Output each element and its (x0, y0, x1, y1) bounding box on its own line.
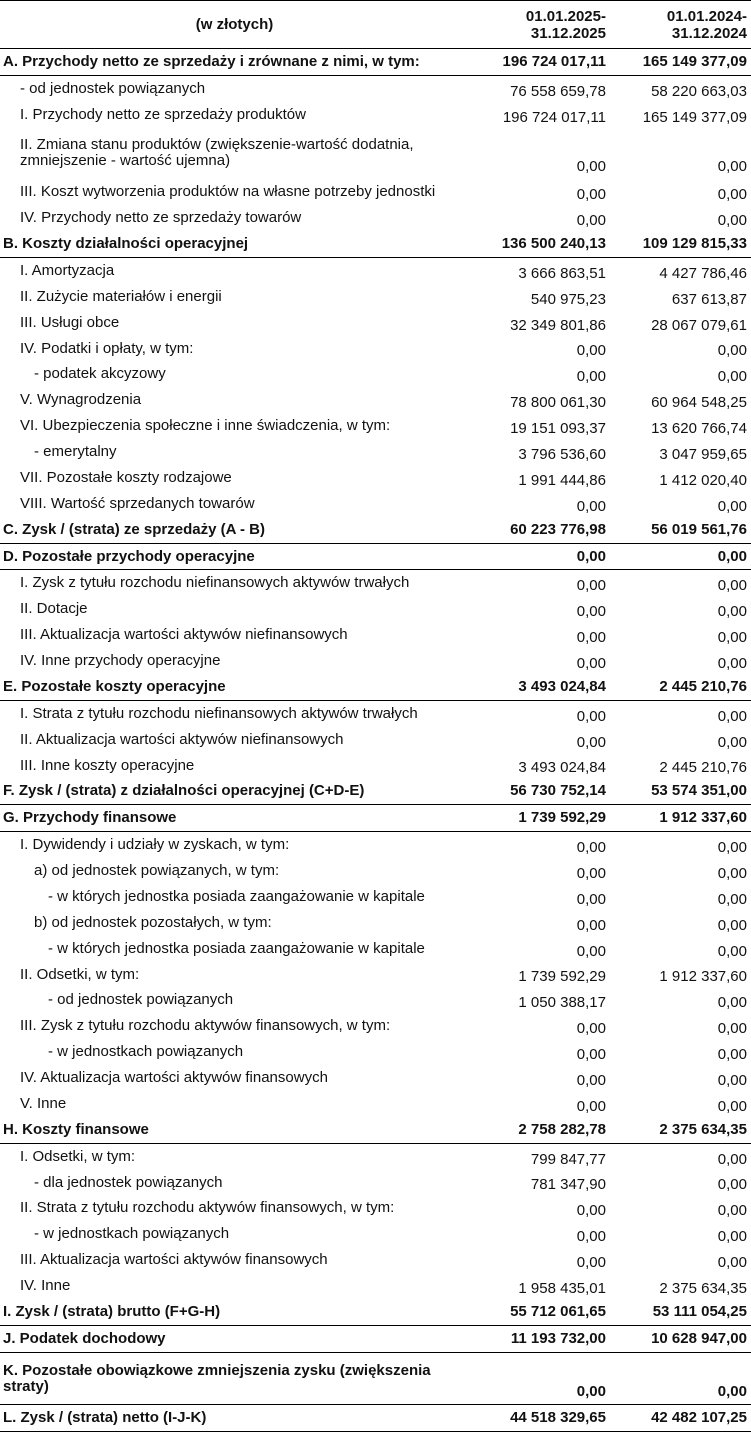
value-2025: 1 739 592,29 (518, 968, 606, 986)
value-2025: 0,00 (576, 1020, 606, 1038)
table-row (0, 128, 751, 180)
row-label: III. Koszt wytworzenia produktów na własne potrzeby jednostki (20, 183, 436, 201)
row-label: - od jednostek powiązanych (20, 79, 206, 97)
value-2025: 56 730 752,14 (510, 782, 606, 800)
value-2024: 0,00 (717, 577, 747, 595)
period-2024-end: 31.12.2024 (671, 24, 747, 42)
section-row (0, 1117, 751, 1144)
value-2025: 1 739 592,29 (518, 809, 606, 827)
value-2025: 0,00 (576, 342, 606, 360)
table-row (0, 284, 751, 310)
value-2024: 0,00 (717, 1383, 747, 1401)
value-2024: 0,00 (717, 707, 747, 725)
row-label: IV. Podatki i opłaty, w tym: (20, 339, 194, 357)
table-row (0, 1065, 751, 1091)
row-label: IV. Aktualizacja wartości aktywów finansowych (20, 1069, 328, 1087)
value-2025: 60 223 776,98 (510, 520, 606, 538)
table-row (0, 258, 751, 284)
table-row (0, 387, 751, 413)
row-label: - w których jednostka posiada zaangażowanie w kapitale (48, 939, 425, 957)
row-label: - w jednostkach powiązanych (48, 1043, 244, 1061)
value-2024: 0,00 (717, 603, 747, 621)
row-label: I. Przychody netto ze sprzedaży produktów (20, 105, 306, 123)
table-header (0, 1, 751, 49)
row-label: II. Aktualizacja wartości aktywów niefinansowych (20, 730, 344, 748)
value-2024: 0,00 (717, 654, 747, 672)
row-label: III. Inne koszty operacyjne (20, 756, 195, 774)
value-2025: 0,00 (576, 368, 606, 386)
row-label: C. Zysk / (strata) ze sprzedaży (A - B) (3, 520, 266, 538)
value-2024: 0,00 (717, 890, 747, 908)
section-row (0, 1353, 751, 1406)
row-label: b) od jednostek pozostałych, w tym: (34, 913, 272, 931)
value-2024: 0,00 (717, 547, 747, 565)
period-2024-header (610, 8, 751, 42)
table-row (0, 753, 751, 779)
value-2024: 60 964 548,25 (651, 394, 747, 412)
row-label: II. Strata z tytułu rozchodu aktywów finansowych, w tym: (20, 1199, 395, 1217)
table-row (0, 832, 751, 858)
row-label: VII. Pozostałe koszty rodzajowe (20, 468, 232, 486)
row-label: III. Aktualizacja wartości aktywów niefinansowych (20, 626, 348, 644)
value-2025: 0,00 (576, 629, 606, 647)
row-label: I. Odsetki, w tym: (20, 1147, 136, 1165)
value-2024: 13 620 766,74 (651, 420, 747, 438)
value-2025: 0,00 (576, 577, 606, 595)
value-2024: 4 427 786,46 (659, 264, 747, 282)
table-row (0, 1195, 751, 1221)
value-2024: 53 111 054,25 (652, 1302, 747, 1320)
value-2025: 55 712 061,65 (510, 1302, 606, 1320)
value-2025: 3 493 024,84 (518, 759, 606, 777)
period-2024-start: 01.01.2024- (666, 7, 747, 25)
value-2025: 0,00 (576, 1202, 606, 1220)
value-2024: 0,00 (717, 1228, 747, 1246)
row-label: IV. Inne przychody operacyjne (20, 652, 221, 670)
row-label: a) od jednostek powiązanych, w tym: (34, 862, 280, 880)
table-row (0, 884, 751, 910)
value-2025: 0,00 (576, 942, 606, 960)
value-2025: 0,00 (576, 839, 606, 857)
value-2025: 44 518 329,65 (510, 1409, 606, 1427)
value-2025: 1 958 435,01 (518, 1279, 606, 1297)
value-2025: 76 558 659,78 (510, 82, 606, 100)
table-row (0, 439, 751, 465)
table-row (0, 987, 751, 1013)
row-label: G. Przychody finansowe (3, 809, 177, 827)
value-2024: 0,00 (717, 629, 747, 647)
value-2024: 0,00 (717, 942, 747, 960)
value-2024: 1 912 337,60 (659, 968, 747, 986)
row-label: II. Zmiana stanu produktów (zwiększenie-wartość dodatnia, zmniejszenie - wartość ujemna) (20, 136, 414, 170)
value-2024: 0,00 (717, 186, 747, 204)
table-row (0, 570, 751, 596)
table-row (0, 205, 751, 231)
row-label: I. Amortyzacja (20, 261, 115, 279)
value-2025: 781 347,90 (530, 1176, 606, 1194)
value-2024: 1 412 020,40 (659, 471, 747, 489)
value-2024: 165 149 377,09 (642, 52, 747, 70)
table-row (0, 962, 751, 988)
value-2025: 3 493 024,84 (518, 677, 606, 695)
value-2024: 0,00 (717, 342, 747, 360)
value-2024: 0,00 (717, 1202, 747, 1220)
row-label: II. Zużycie materiałów i energii (20, 287, 222, 305)
value-2025: 136 500 240,13 (501, 235, 606, 253)
table-row (0, 1221, 751, 1247)
value-2025: 0,00 (576, 733, 606, 751)
value-2024: 2 375 634,35 (659, 1120, 747, 1138)
value-2024: 58 220 663,03 (651, 82, 747, 100)
row-label: A. Przychody netto ze sprzedaży i zrównane z nimi, w tym: (3, 52, 420, 70)
section-row (0, 674, 751, 701)
row-label: - emerytalny (34, 443, 117, 461)
row-label: H. Koszty finansowe (3, 1120, 149, 1138)
value-2024: 3 047 959,65 (659, 445, 747, 463)
row-label: I. Zysk / (strata) brutto (F+G-H) (3, 1302, 221, 1320)
row-label: III. Aktualizacja wartości aktywów finansowych (20, 1251, 328, 1269)
value-2024: 0,00 (717, 1254, 747, 1272)
row-label: III. Usługi obce (20, 313, 120, 331)
table-row (0, 858, 751, 884)
row-label: III. Zysk z tytułu rozchodu aktywów finansowych, w tym: (20, 1017, 391, 1035)
section-row (0, 517, 751, 544)
value-2024: 109 129 815,33 (642, 235, 747, 253)
table-row (0, 1013, 751, 1039)
value-2024: 2 445 210,76 (659, 677, 747, 695)
table-row (0, 491, 751, 517)
row-label: IV. Inne (20, 1277, 71, 1295)
value-2024: 165 149 377,09 (642, 108, 747, 126)
value-2025: 0,00 (576, 707, 606, 725)
value-2024: 0,00 (717, 1150, 747, 1168)
table-row (0, 622, 751, 648)
value-2025: 1 991 444,86 (518, 471, 606, 489)
value-2025: 0,00 (576, 1097, 606, 1115)
value-2024: 0,00 (717, 1071, 747, 1089)
value-2025: 2 758 282,78 (518, 1120, 606, 1138)
value-2024: 2 445 210,76 (659, 759, 747, 777)
value-2025: 196 724 017,11 (502, 108, 606, 126)
section-row (0, 778, 751, 805)
table-row (0, 336, 751, 362)
period-2025-header (469, 8, 610, 42)
value-2025: 799 847,77 (530, 1150, 606, 1168)
section-row (0, 1299, 751, 1326)
period-2025-end: 31.12.2025 (530, 24, 606, 42)
value-2025: 0,00 (576, 497, 606, 515)
value-2025: 0,00 (576, 212, 606, 230)
value-2024: 10 628 947,00 (651, 1329, 747, 1347)
table-row (0, 413, 751, 439)
row-label: L. Zysk / (strata) netto (I-J-K) (3, 1409, 207, 1427)
table-row (0, 179, 751, 205)
value-2025: 0,00 (576, 547, 606, 565)
table-row (0, 310, 751, 336)
row-label: I. Strata z tytułu rozchodu niefinansowych aktywów trwałych (20, 704, 418, 722)
value-2024: 637 613,87 (671, 290, 747, 308)
table-row (0, 1144, 751, 1170)
value-2024: 0,00 (717, 1097, 747, 1115)
value-2025: 3 666 863,51 (518, 264, 606, 282)
row-label: - w których jednostka posiada zaangażowanie w kapitale (48, 887, 425, 905)
value-2025: 0,00 (576, 1046, 606, 1064)
section-row (0, 1326, 751, 1353)
value-2025: 540 975,23 (530, 290, 606, 308)
value-2024: 0,00 (717, 1046, 747, 1064)
section-row (0, 544, 751, 571)
value-2025: 19 151 093,37 (510, 420, 606, 438)
value-2024: 0,00 (717, 1020, 747, 1038)
table-row (0, 1170, 751, 1196)
table-row (0, 910, 751, 936)
value-2024: 2 375 634,35 (659, 1279, 747, 1297)
value-2024: 0,00 (717, 864, 747, 882)
value-2025: 0,00 (576, 1383, 606, 1401)
value-2025: 0,00 (576, 603, 606, 621)
value-2025: 0,00 (576, 1228, 606, 1246)
value-2025: 0,00 (576, 158, 606, 176)
value-2025: 78 800 061,30 (510, 394, 606, 412)
row-label: - od jednostek powiązanych (48, 991, 234, 1009)
row-label: K. Pozostałe obowiązkowe zmniejszenia zysku (zwiększenia straty) (3, 1361, 431, 1395)
table-row (0, 596, 751, 622)
table-row (0, 102, 751, 128)
value-2025: 0,00 (576, 864, 606, 882)
row-label: V. Inne (20, 1094, 67, 1112)
table-row (0, 1247, 751, 1273)
row-label: - dla jednostek powiązanych (34, 1173, 223, 1191)
row-label: VI. Ubezpieczenia społeczne i inne świadczenia, w tym: (20, 417, 391, 435)
section-row (0, 805, 751, 832)
value-2025: 0,00 (576, 916, 606, 934)
value-2024: 0,00 (717, 212, 747, 230)
value-2024: 53 574 351,00 (651, 782, 747, 800)
value-2024: 0,00 (717, 839, 747, 857)
table-row (0, 1273, 751, 1299)
row-label: D. Pozostałe przychody operacyjne (3, 547, 255, 565)
table-row (0, 361, 751, 387)
value-2024: 0,00 (717, 158, 747, 176)
row-label: V. Wynagrodzenia (20, 391, 142, 409)
row-label: I. Zysk z tytułu rozchodu niefinansowych aktywów trwałych (20, 574, 410, 592)
row-label: VIII. Wartość sprzedanych towarów (20, 494, 255, 512)
value-2024: 56 019 561,76 (651, 520, 747, 538)
value-2025: 32 349 801,86 (510, 316, 606, 334)
value-2025: 0,00 (576, 186, 606, 204)
table-row (0, 1039, 751, 1065)
row-label: J. Podatek dochodowy (3, 1329, 166, 1347)
table-row (0, 727, 751, 753)
value-2025: 1 050 388,17 (518, 994, 606, 1012)
table-row (0, 648, 751, 674)
table-row (0, 1091, 751, 1117)
value-2025: 11 193 732,00 (510, 1329, 606, 1347)
row-label: B. Koszty działalności operacyjnej (3, 235, 249, 253)
value-2024: 0,00 (717, 497, 747, 515)
value-2024: 28 067 079,61 (651, 316, 747, 334)
row-label: F. Zysk / (strata) z działalności operacyjnej (C+D-E) (3, 782, 365, 800)
value-2025: 0,00 (576, 1254, 606, 1272)
table-row (0, 465, 751, 491)
section-row (0, 1405, 751, 1432)
value-2024: 0,00 (717, 916, 747, 934)
row-label: IV. Przychody netto ze sprzedaży towarów (20, 209, 302, 227)
section-row (0, 231, 751, 258)
value-2025: 0,00 (576, 890, 606, 908)
unit-label: (w złotych) (195, 16, 274, 33)
row-label: II. Dotacje (20, 600, 88, 618)
row-label: II. Odsetki, w tym: (20, 965, 140, 983)
value-2024: 0,00 (717, 994, 747, 1012)
value-2024: 0,00 (717, 733, 747, 751)
value-2025: 0,00 (576, 1071, 606, 1089)
period-2025-start: 01.01.2025- (525, 7, 606, 25)
table-row (0, 701, 751, 727)
value-2025: 0,00 (576, 654, 606, 672)
value-2024: 0,00 (717, 368, 747, 386)
value-2024: 0,00 (717, 1176, 747, 1194)
value-2025: 3 796 536,60 (518, 445, 606, 463)
table-row (0, 76, 751, 102)
section-row (0, 49, 751, 76)
value-2024: 1 912 337,60 (659, 809, 747, 827)
row-label: - podatek akcyzowy (34, 365, 166, 383)
value-2025: 196 724 017,11 (502, 52, 606, 70)
table-row (0, 936, 751, 962)
row-label: - w jednostkach powiązanych (34, 1225, 230, 1243)
row-label: E. Pozostałe koszty operacyjne (3, 677, 226, 695)
value-2024: 42 482 107,25 (651, 1409, 747, 1427)
row-label: I. Dywidendy i udziały w zyskach, w tym: (20, 836, 290, 854)
